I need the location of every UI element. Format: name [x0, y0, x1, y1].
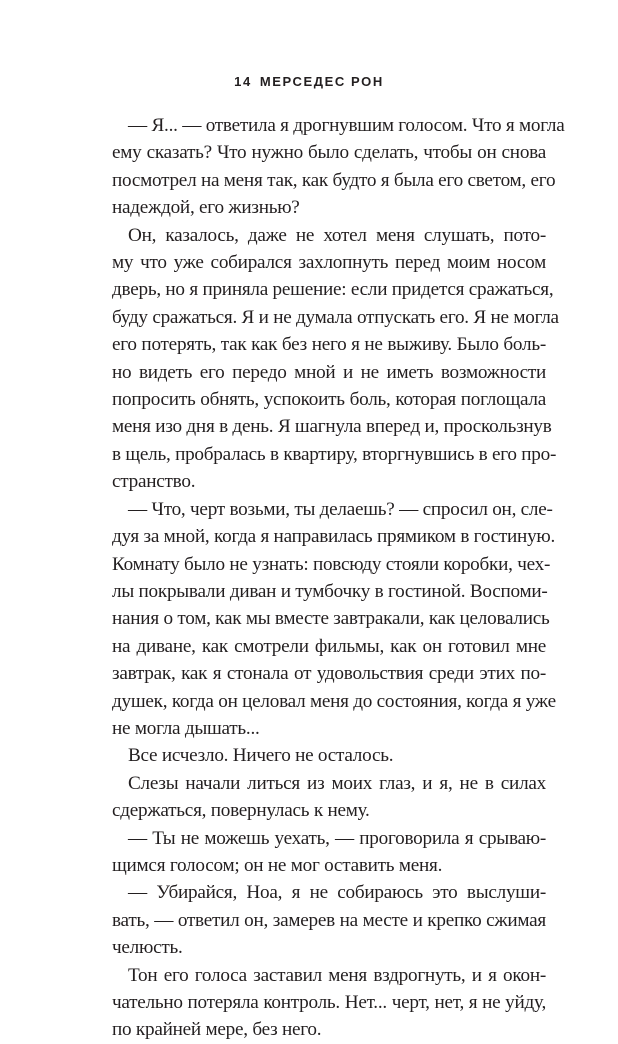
text-line: лы покрывали диван и тумбочку в гостиной. Воспоми- — [112, 580, 548, 602]
text-line: — Ты не можешь уехать, — проговорила я срываю- — [128, 827, 546, 849]
paragraph — [112, 962, 546, 1044]
text-line: му что уже собирался захлопнуть перед моим носом — [112, 252, 546, 274]
paragraph — [112, 742, 546, 769]
page-number: 14 — [234, 74, 252, 89]
text-line: попросить обнять, успокоить боль, которая поглощала — [112, 389, 546, 411]
paragraph — [112, 496, 556, 743]
running-head — [0, 74, 618, 89]
text-line: Все исчезло. Ничего не осталось. — [128, 745, 394, 767]
text-line: но видеть его передо мной и не иметь возможности — [112, 361, 546, 383]
text-line: чательно потеряла контроль. Нет... черт, нет, я не уйду, — [112, 992, 546, 1013]
text-line: дуя за мной, когда я направилась прямиком в гостиную. — [112, 526, 556, 548]
text-line: не могла дышать... — [112, 717, 260, 739]
text-line: нания о том, как мы вместе завтракали, как целовались — [112, 608, 550, 630]
paragraph — [112, 770, 546, 825]
text-line: по крайней мере, без него. — [112, 1019, 322, 1041]
text-line: Тон его голоса заставил меня вздрогнуть, и я окон- — [128, 964, 546, 986]
text-line: — Что, черт возьми, ты делаешь? — спросил он, сле- — [128, 498, 553, 520]
text-line: — Убирайся, Ноа, я не собираюсь это выслуши- — [128, 882, 546, 904]
text-line: странство. — [112, 471, 196, 493]
text-line: его потерять, так как без него я не выживу. Было боль- — [112, 334, 546, 356]
text-line: дверь, но я приняла решение: если придется сражаться, — [112, 279, 554, 301]
text-line: — Я... — ответила я дрогнувшим голосом. Что я могла — [128, 115, 565, 136]
text-line: завтрак, как я стонала от удовольствия среди этих по- — [112, 663, 546, 685]
text-line: надеждой, его жизнью? — [112, 197, 300, 219]
text-line: Слезы начали литься из моих глаз, и я, не в силах — [128, 772, 546, 794]
paragraph — [112, 112, 565, 222]
text-line: щимся голосом; он не мог оставить меня. — [112, 854, 443, 876]
text-line: на диване, как смотрели фильмы, как он готовил мне — [112, 635, 546, 657]
paragraph — [112, 879, 546, 961]
text-line: Он, казалось, даже не хотел меня слушать, пото- — [128, 224, 546, 246]
text-line: буду сражаться. Я и не думала отпускать его. Я не могла — [112, 306, 559, 328]
author-name: МЕРСЕДЕС РОН — [259, 74, 384, 89]
text-line: меня изо дня в день. Я шагнула вперед и, проскользнув — [112, 416, 552, 438]
paragraph — [112, 222, 559, 496]
text-line: Комнату было не узнать: повсюду стояли коробки, чех- — [112, 553, 551, 575]
text-line: челюсть. — [112, 937, 183, 959]
text-line: ему сказать? Что нужно было сделать, чтобы он снова — [112, 142, 546, 164]
text-line: посмотрел на меня так, как будто я была его светом, его — [112, 169, 556, 191]
text-line: в щель, пробралась в квартиру, вторгнувшись в его про- — [112, 443, 557, 465]
text-line: сдержаться, повернулась к нему. — [112, 800, 370, 822]
text-line: душек, когда он целовал меня до состояния, когда я уже — [112, 690, 556, 712]
body-text — [112, 112, 565, 1044]
text-line: вать, — ответил он, замерев на месте и крепко сжимая — [112, 909, 546, 931]
paragraph — [112, 825, 546, 880]
